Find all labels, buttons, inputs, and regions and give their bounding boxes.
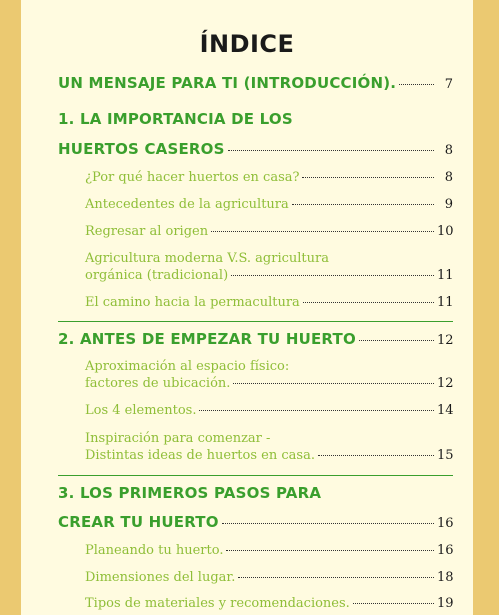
toc-entry-intro[interactable] [58, 74, 453, 92]
dot-leader [238, 577, 434, 578]
toc-subentry[interactable] [85, 376, 453, 391]
toc-subentry[interactable] [85, 403, 453, 418]
toc-page-number: 18 [437, 570, 454, 585]
section-divider [58, 321, 453, 322]
toc-entry-label: factores de ubicación. [85, 376, 231, 391]
dot-leader [353, 603, 434, 604]
toc-page-number: 9 [444, 197, 453, 212]
dot-leader [211, 231, 434, 232]
toc-page-number: 8 [444, 170, 453, 185]
toc-page-number: 14 [437, 403, 454, 418]
toc-entry-label: Planeando tu huerto. [85, 543, 224, 558]
toc-page-number: 12 [437, 333, 454, 348]
page-title: ÍNDICE [199, 30, 295, 58]
dot-leader [226, 550, 434, 551]
dot-leader [233, 383, 434, 384]
toc-page-number: 12 [437, 376, 454, 391]
toc-subentry[interactable] [85, 570, 453, 585]
toc-page-number: 11 [437, 268, 454, 283]
toc-section-2[interactable] [58, 330, 453, 348]
toc-subentry[interactable] [85, 448, 453, 463]
toc-entry-label: Tipos de materiales y recomendaciones. [85, 596, 350, 611]
toc-page-number: 19 [437, 596, 454, 611]
toc-subentry[interactable] [85, 295, 453, 310]
toc-page-number: 15 [437, 448, 454, 463]
toc-entry-label: Regresar al origen [85, 224, 209, 239]
toc-entry-label: 2. ANTES DE EMPEZAR TU HUERTO [58, 330, 356, 348]
toc-subentry-line1: Agricultura moderna V.S. agricultura [85, 251, 329, 266]
toc-entry-label: El camino hacia la permacultura [85, 295, 300, 310]
toc-subentry[interactable] [85, 268, 453, 283]
toc-section-1-title-line1: 1. LA IMPORTANCIA DE LOS [58, 110, 293, 128]
dot-leader [399, 84, 434, 85]
toc-page-number: 11 [437, 295, 454, 310]
toc-entry-label: CREAR TU HUERTO [58, 513, 219, 531]
toc-section-3-title-line1: 3. LOS PRIMEROS PASOS PARA [58, 484, 322, 502]
dot-leader [292, 204, 434, 205]
toc-entry-label: Distintas ideas de huertos en casa. [85, 448, 315, 463]
toc-subentry[interactable] [85, 543, 453, 558]
toc-page-number: 10 [437, 224, 454, 239]
dot-leader [303, 302, 434, 303]
toc-subentry[interactable] [85, 596, 453, 611]
toc-subentry[interactable] [85, 197, 453, 212]
toc-page-number: 16 [437, 516, 454, 531]
toc-entry-label: Antecedentes de la agricultura [85, 197, 289, 212]
toc-section-1[interactable] [58, 140, 453, 158]
toc-entry-label: orgánica (tradicional) [85, 268, 229, 283]
dot-leader [228, 150, 434, 151]
toc-subentry[interactable] [85, 224, 453, 239]
dot-leader [222, 523, 434, 524]
dot-leader [318, 455, 434, 456]
dot-leader [199, 410, 434, 411]
toc-entry-label: HUERTOS CASEROS [58, 140, 225, 158]
toc-entry-label: Los 4 elementos. [85, 403, 197, 418]
dot-leader [302, 177, 434, 178]
dot-leader [231, 275, 434, 276]
toc-entry-label: ¿Por qué hacer huertos en casa? [85, 170, 300, 185]
toc-page-number: 8 [444, 143, 453, 158]
toc-subentry-line1: Inspiración para comenzar - [85, 431, 271, 446]
dot-leader [359, 340, 434, 341]
toc-entry-label: UN MENSAJE PARA TI (INTRODUCCIÓN). [58, 74, 397, 92]
toc-subentry[interactable] [85, 170, 453, 185]
toc-section-3[interactable] [58, 513, 453, 531]
toc-entry-label: Dimensiones del lugar. [85, 570, 236, 585]
toc-page-number: 7 [444, 77, 453, 92]
section-divider [58, 475, 453, 476]
toc-subentry-line1: Aproximación al espacio físico: [85, 359, 290, 374]
toc-page-number: 16 [437, 543, 454, 558]
toc-page [21, 0, 473, 615]
